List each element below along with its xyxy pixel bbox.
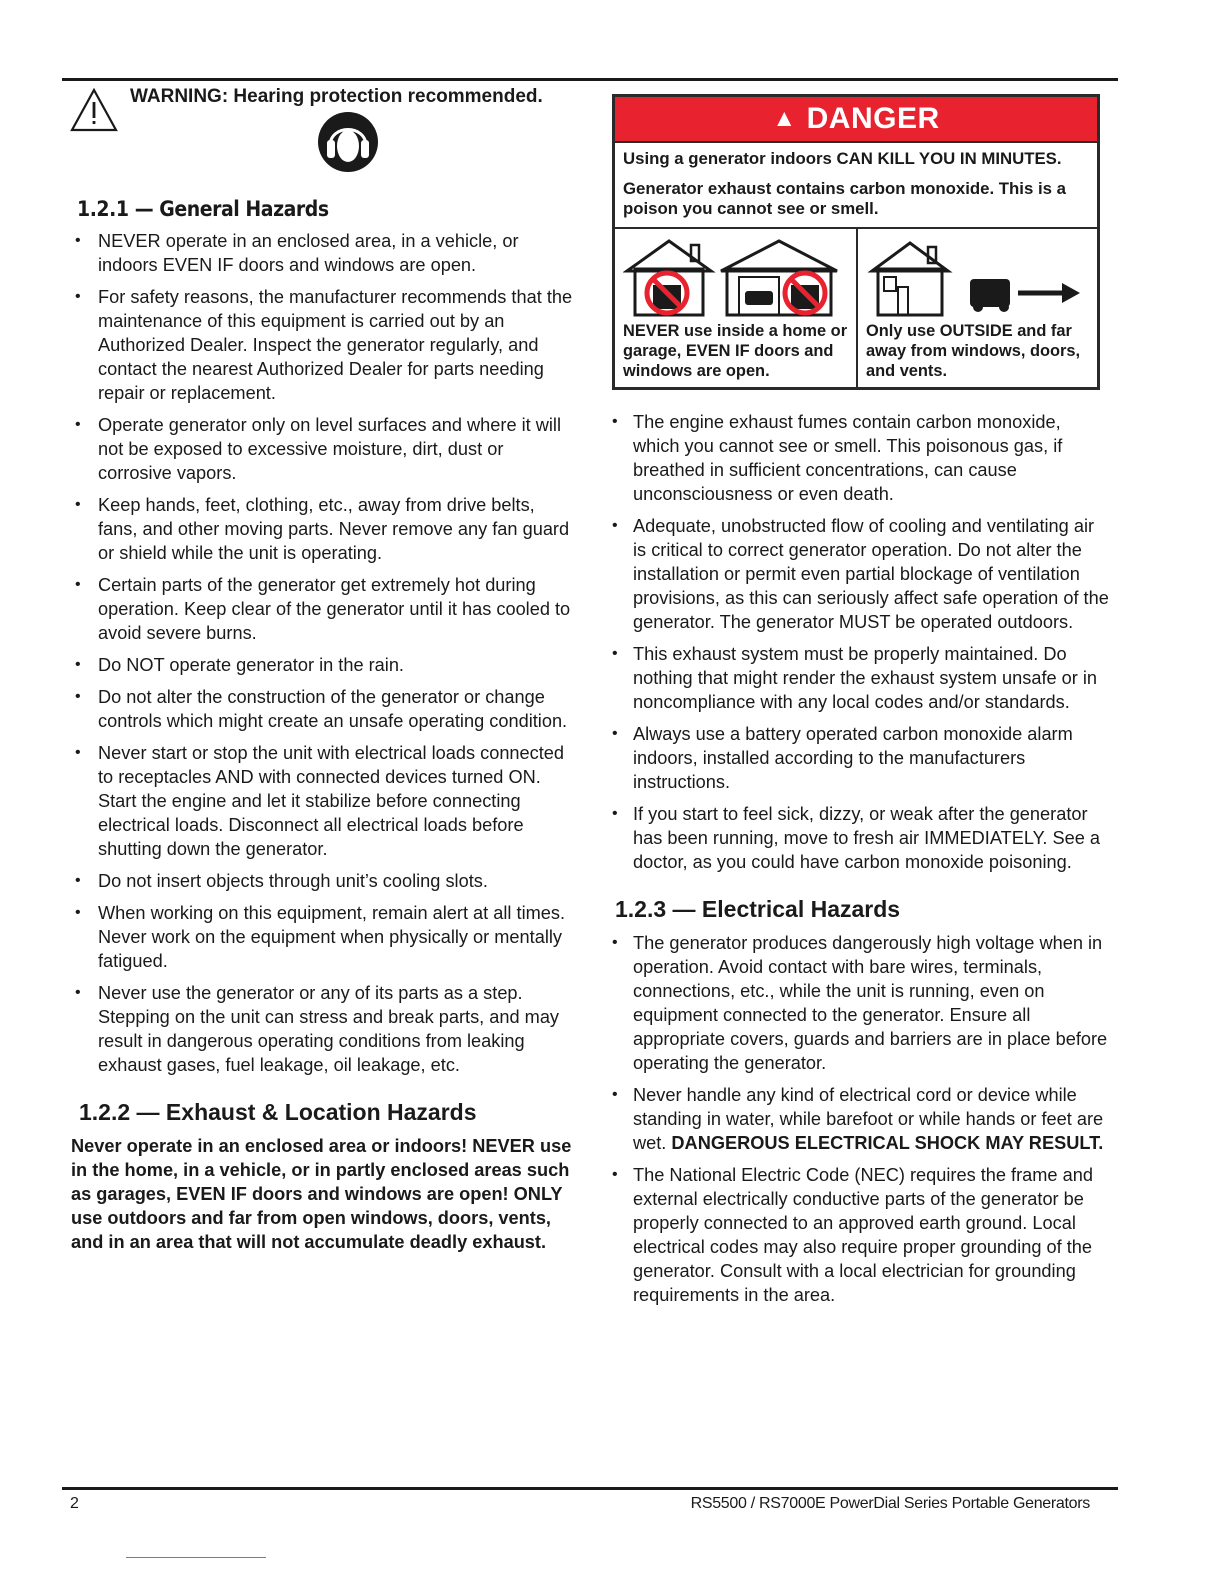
list-item: • Never start or stop the unit with electrical loads connected to receptacles AND with connected devices turned ON. Start the engine and let it stabilize before connecting electrical loads. Disconnect all electrical loads before shutting down the generator. [70,741,575,861]
list-item: • Keep hands, feet, clothing, etc., away from drive belts, fans, and other moving parts. Never remove any fan guard or shield while the unit is operating. [70,493,575,565]
danger-line-2: Generator exhaust contains carbon monoxide. This is a poison you cannot see or smell. [623,179,1066,218]
list-item [612,1083,1112,1155]
danger-panels [615,229,1097,387]
exhaust-warning-text: Never operate in an enclosed area or indoors! NEVER use in the home, in a vehicle, or in partly enclosed areas such as garages, EVEN IF doors and windows are open! ONLY use outdoors and far from open windows, doors, vents, and in an area that will not accumulate deadly exhaust. [71,1136,572,1252]
right-column [612,80,1112,1315]
list-item: • Certain parts of the generator get extremely hot during operation. Keep clear of the generator until it has cooled to avoid severe burns. [70,573,575,645]
list-item: • Adequate, unobstructed flow of cooling and ventilating air is critical to correct generator operation. Do not alter the installation or permit even partial blockage of ventilation provisions, as this can seriously affect safe operation of the generator. The generator MUST be operated outdoors. [612,514,1112,634]
danger-title: DANGER [806,102,940,135]
list-item: • NEVER operate in an enclosed area, in a vehicle, or indoors EVEN IF doors and windows are open. [70,229,575,277]
general-hazards-list [70,229,575,1077]
bottom-link-line [126,1557,266,1558]
warning-triangle-icon [70,88,118,132]
no-indoor-use-icon [623,237,845,317]
shock-warning-text: DANGEROUS ELECTRICAL SHOCK MAY RESULT. [671,1133,1104,1153]
danger-panel-outside [856,229,1097,387]
list-item: • Always use a battery operated carbon monoxide alarm indoors, installed according to the manufacturers instructions. [612,722,1112,794]
list-item: • Do not alter the construction of the generator or change controls which might create an unsafe operating condition. [70,685,575,733]
danger-header [615,97,1097,143]
footer-title: RS5500 / RS7000E PowerDial Series Portable Generators [690,1495,1090,1512]
page-number: 2 [70,1495,79,1512]
electrical-hazards-heading: 1.2.3 — Electrical Hazards [615,896,901,922]
list-item: • If you start to feel sick, dizzy, or weak after the generator has been running, move to fresh air IMMEDIATELY. See a doctor, as you could have carbon monoxide poisoning. [612,802,1112,874]
list-item: • Do not insert objects through unit’s cooling slots. [70,869,575,893]
outdoor-use-icon [866,237,1088,317]
list-item: • The engine exhaust fumes contain carbon monoxide, which you cannot see or smell. This poisonous gas, if breathed in sufficient concentrations, can cause unconsciousness or even death. [612,410,1112,506]
list-item: • The generator produces dangerously high voltage when in operation. Avoid contact with bare wires, terminals, connections, etc., while the unit is running, even on equipment connected to the generator. Ensure all appropriate covers, guards and barriers are in place before operating the generator. [612,931,1112,1075]
exhaust-hazards-heading: 1.2.2 — Exhaust & Location Hazards [79,1099,477,1125]
danger-left-caption: NEVER use inside a home or garage, EVEN IF doors and windows are open. [623,322,848,380]
general-hazards-heading: 1.2.1 — General Hazards [77,197,329,221]
danger-box [612,94,1100,390]
list-item-text: Never handle any kind of electrical cord or device while standing in water, while barefoot or while hands or feet are wet. [633,1085,1104,1153]
danger-line-1: Using a generator indoors CAN KILL YOU IN MINUTES. [623,149,1062,168]
danger-text [615,143,1097,229]
list-item: • This exhaust system must be properly maintained. Do nothing that might render the exhaust system unsafe or in noncompliance with any local codes and/or standards. [612,642,1112,714]
list-item: • When working on this equipment, remain alert at all times. Never work on the equipment when physically or mentally fatigued. [70,901,575,973]
danger-panel-never [615,229,856,387]
danger-right-caption: Only use OUTSIDE and far away from windows, doors, and vents. [866,322,1081,380]
list-item: • The National Electric Code (NEC) requires the frame and external electrically conductive parts of the generator be properly connected to an approved earth ground. Local electrical codes may also require proper grounding of the generator. Consult with a local electrician for grounding requirements in the area. [612,1163,1112,1307]
warning-text: WARNING: Hearing protection recommended. [130,86,543,107]
hearing-protection-icon [316,110,380,174]
list-item: • Never use the generator or any of its parts as a step. Stepping on the unit can stress and break parts, and may result in dangerous operating conditions from leaking exhaust gases, fuel leakage, oil leakage, etc. [70,981,575,1077]
list-item: • Do NOT operate generator in the rain. [70,653,575,677]
danger-triangle-icon: ▲ [772,105,797,132]
electrical-hazards-list [612,931,1112,1307]
left-column [70,80,575,1254]
bottom-rule [62,1487,1118,1490]
list-item: • For safety reasons, the manufacturer recommends that the maintenance of this equipment is carried out by an Authorized Dealer. Inspect the generator regularly, and contact the nearest Authorized Dealer for parts needing repair or replacement. [70,285,575,405]
list-item: • Operate generator only on level surfaces and where it will not be exposed to excessive moisture, dirt, dust or corrosive vapors. [70,413,575,485]
exhaust-hazards-list [612,410,1112,874]
warning-block [70,80,575,175]
